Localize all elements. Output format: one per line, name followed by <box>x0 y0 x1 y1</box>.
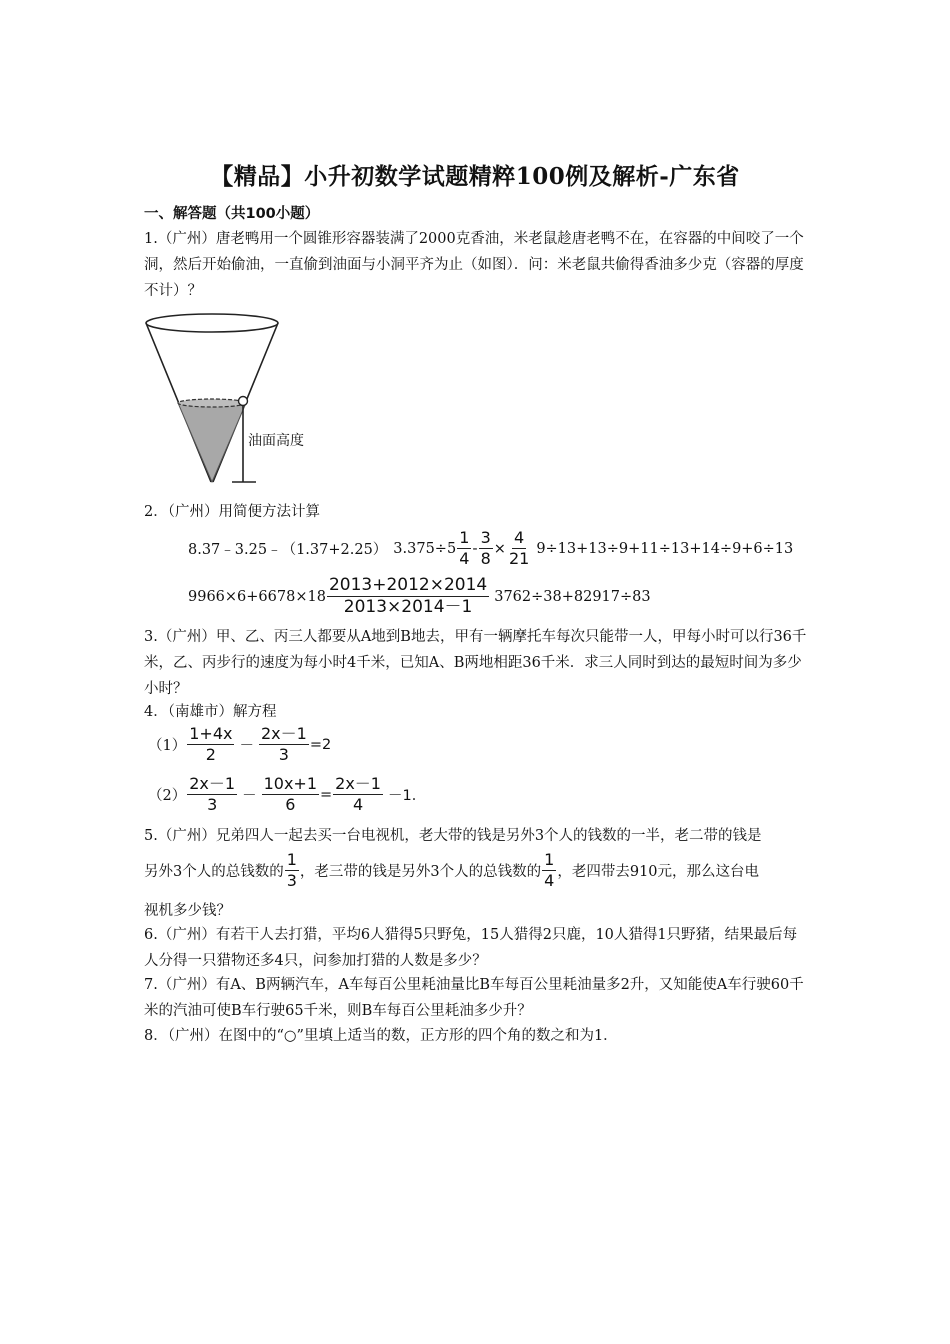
oil-surface <box>178 399 246 407</box>
q5-text-a: 另外3个人的总钱数的 <box>144 864 284 880</box>
question-5-line-2 <box>144 850 759 891</box>
q4-eq2-fraction-2: $\frac{10x+1}{6}$ <box>263 774 317 814</box>
hole-marker <box>239 397 248 406</box>
oil-height-label: 油面高度 <box>248 433 304 449</box>
question-7-text: 7.（广州）有A、B两辆汽车，A车每百公里耗油量比B车每百公里耗油量多2升，又知能使A车行驶60千米的汽油可使B车行驶65千米，则B车每百公里耗油多少升？ <box>144 977 804 1019</box>
q2-fraction-4: $\frac{2013+2012\times 2014}{2013\times 2014-1}$ <box>328 575 488 617</box>
q2-fraction-2: $\frac{3}{8}$ <box>480 528 491 568</box>
q5-text-b: ，老三带的钱是另外3个人的总钱数的 <box>299 864 542 880</box>
q4-eq1-op: － <box>239 738 254 754</box>
q2-fraction-3: $\frac{4}{21}$ <box>508 528 530 568</box>
q4-eq2-fraction-1: $\frac{2x-1}{3}$ <box>189 774 236 814</box>
q2-expr-4: 9966×6+6678×18 <box>188 588 326 605</box>
document-title: 【精品】小升初数学试题精粹100例及解析-广东省 <box>210 163 740 190</box>
q4-eq2-fraction-3: $\frac{2x-1}{4}$ <box>335 774 381 814</box>
q4-eq2-equals: = <box>320 786 333 803</box>
q2-expr-1: 8.37﹣3.25﹣（1.37+2.25） <box>188 542 388 558</box>
q2-minus: - <box>472 540 478 557</box>
oil-region <box>178 403 246 482</box>
q5-fraction-1: $\frac{1}{3}$ <box>286 850 297 890</box>
q4-equation-1 <box>148 724 331 765</box>
section-heading: 一、解答题（共100小题） <box>144 206 320 222</box>
q4-eq2-op-1: － <box>242 788 257 804</box>
q4-eq2-label: （2） <box>148 788 187 804</box>
q2-expr-6: 3762÷38+82917÷83 <box>494 588 651 605</box>
q5-text-c: ，老四带去910元，那么这台电 <box>557 864 760 880</box>
q4-eq1-label: （1） <box>148 738 187 754</box>
q4-eq1-rhs: =2 <box>309 736 332 753</box>
q2-expr-3: 9÷13+13÷9+11÷13+14÷9+6÷13 <box>536 540 794 557</box>
q2-row-1 <box>188 528 793 569</box>
q4-eq1-fraction-1: $\frac{1+4x}{2}$ <box>189 724 233 764</box>
question-8-text: 8．（广州）在图中的“○”里填上适当的数，正方形的四个角的数之和为1． <box>144 1028 618 1044</box>
q2-expr-2-a: 3.375÷5 <box>393 540 457 557</box>
question-2-text: 2．（广州）用简便方法计算 <box>144 504 320 520</box>
q2-row-2 <box>188 575 651 618</box>
question-1-text: 1.（广州）唐老鸭用一个圆锥形容器装满了2000克香油，米老鼠趁唐老鸭不在，在容器的中间咬了一个洞，然后开始偷油，一直偷到油面与小洞平齐为止（如图）．问：米老鼠共偷得香油多少克（容器的厚度不计）？ <box>144 231 804 299</box>
q5-fraction-2: $\frac{1}{4}$ <box>544 850 555 890</box>
q4-eq2-tail: －1． <box>388 788 427 804</box>
q4-eq1-fraction-2: $\frac{2x-1}{3}$ <box>260 724 307 764</box>
question-5-line-3: 视机多少钱？ <box>144 903 231 919</box>
cone-container-figure <box>140 310 330 490</box>
question-4-text: 4．（南雄市）解方程 <box>144 704 277 720</box>
q2-fraction-1: $\frac{1}{4}$ <box>459 528 470 568</box>
cone-rim <box>146 314 278 332</box>
question-3-text: 3.（广州）甲、乙、丙三人都要从A地到B地去，甲有一辆摩托车每次只能带一人，甲每小时可以行36千米，乙、丙步行的速度为每小时4千米，已知A、B两地相距36千米．求三人同时到达的最短时间为多少小时？ <box>144 629 807 697</box>
q4-equation-2 <box>148 774 426 815</box>
question-6-text: 6.（广州）有若干人去打猎，平均6人猎得5只野兔，15人猎得2只鹿，10人猎得1只野猪，结果最后每人分得一只猎物还多4只，问参加打猎的人数是多少？ <box>144 927 798 969</box>
q2-times: × <box>493 540 506 557</box>
question-5-line-1: 5.（广州）兄弟四人一起去买一台电视机，老大带的钱是另外3个人的钱数的一半，老二带的钱是 <box>144 828 762 844</box>
